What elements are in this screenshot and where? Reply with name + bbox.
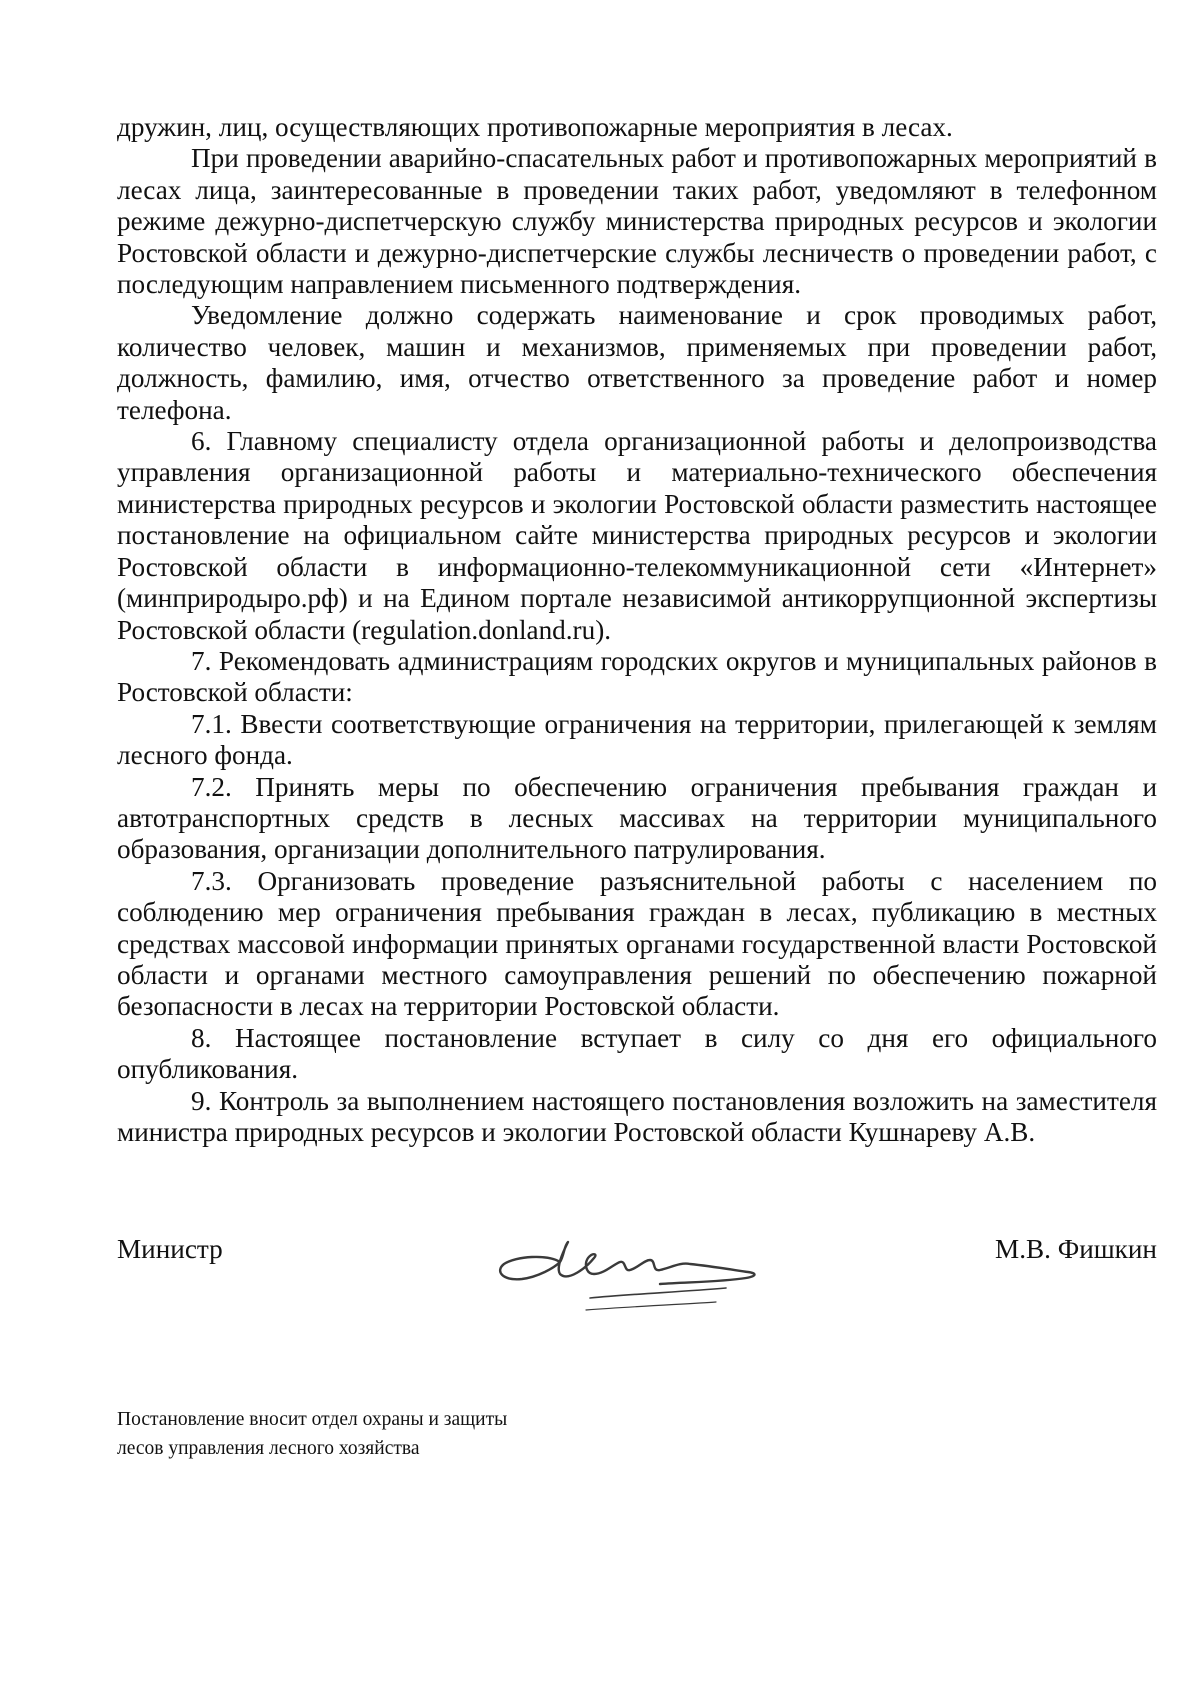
paragraph: 7.3. Организовать проведение разъяснительной работы с населением по соблюдению мер ограничения пребывания граждан в лесах, публикацию в местных средствах массовой информации принятых органами государственной власти Ростовской области и органами местного самоуправления решений по обеспечению пожарной безопасности в лесах на территории Ростовской области. xyxy=(117,865,1157,1022)
paragraph: 7.1. Ввести соответствующие ограничения на территории, прилегающей к землям лесного фонда. xyxy=(117,708,1157,771)
footer-line: Постановление вносит отдел охраны и защиты xyxy=(117,1409,508,1430)
paragraph: 7.2. Принять меры по обеспечению ограничения пребывания граждан и автотранспортных средств в лесных массивах на территории муниципального образования, организации дополнительного патрулирования. xyxy=(117,771,1157,865)
paragraph: дружин, лиц, осуществляющих противопожарные мероприятия в лесах. xyxy=(117,112,953,142)
signatory-name: М.В. Фишкин xyxy=(995,1234,1157,1264)
handwritten-signature xyxy=(490,1228,780,1320)
paragraph: 8. Настоящее постановление вступает в силу со дня его официального опубликования. xyxy=(117,1022,1157,1085)
paragraph: 6. Главному специалисту отдела организационной работы и делопроизводства управления организационной работы и материально-технического обеспечения министерства природных ресурсов и экологии Ростовской области разместить настоящее постановление на официальном сайте министерства природных ресурсов и экологии Ростовской области в информационно-телекоммуникационной сети «Интернет» (минприродыро.рф) и на Едином портале независимой антикоррупционной экспертизы Ростовской области (regulation.donland.ru). xyxy=(117,426,1157,645)
paragraph: Уведомление должно содержать наименование и срок проводимых работ, количество человек, машин и механизмов, применяемых при проведении работ, должность, фамилию, имя, отчество ответственного за проведение работ и номер телефона. xyxy=(117,300,1157,425)
paragraph: 7. Рекомендовать администрациям городских округов и муниципальных районов в Ростовской области: xyxy=(117,645,1157,708)
footer-line: лесов управления лесного хозяйства xyxy=(117,1438,420,1459)
signatory-title: Министр xyxy=(117,1234,223,1264)
document-body xyxy=(117,112,1157,1148)
paragraph: При проведении аварийно-спасательных работ и противопожарных мероприятий в лесах лица, заинтересованные в проведении таких работ, уведомляют в телефонном режиме дежурно-диспетчерскую службу министерства природных ресурсов и экологии Ростовской области и дежурно-диспетчерские службы лесничеств о проведении работ, с последующим направлением письменного подтверждения. xyxy=(117,143,1157,300)
footer-note xyxy=(117,1405,507,1463)
paragraph: 9. Контроль за выполнением настоящего постановления возложить на заместителя министра природных ресурсов и экологии Ростовской области Кушнареву А.В. xyxy=(117,1085,1157,1147)
